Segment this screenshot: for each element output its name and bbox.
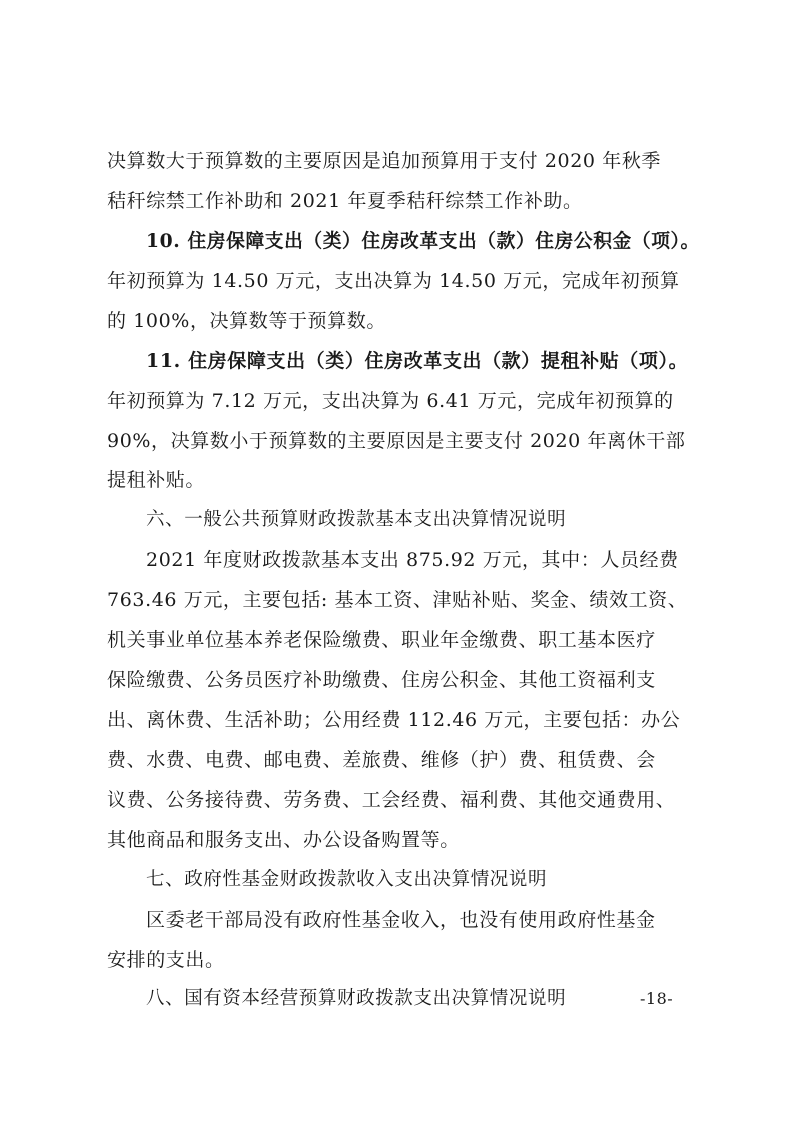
body-text-line: 的 100%，决算数等于预算数。 xyxy=(107,310,386,332)
section-heading-7: 七、政府性基金财政拨款收入支出决算情况说明 xyxy=(146,869,548,890)
body-text-line: 秸秆综禁工作补助和 2021 年夏季秸秆综禁工作补助。 xyxy=(107,190,583,212)
body-text-line: 2021 年度财政拨款基本支出 875.92 万元，其中：人员经费 xyxy=(146,549,679,571)
body-text-line: 年初预算为 14.50 万元，支出决算为 14.50 万元，完成年初预算 xyxy=(107,270,680,292)
body-text-line: 费、水费、电费、邮电费、差旅费、维修（护）费、租赁费、会 xyxy=(107,749,656,771)
body-text-line: 出、离休费、生活补助；公用经费 112.46 万元，主要包括：办公 xyxy=(107,709,681,731)
body-text-line: 区委老干部局没有政府性基金收入，也没有使用政府性基金 xyxy=(146,909,656,931)
item-heading-rent-subsidy: 11. 住房保障支出（类）住房改革支出（款）提租补贴（项）。 xyxy=(146,350,689,372)
body-text-line: 年初预算为 7.12 万元，支出决算为 6.41 万元，完成年初预算的 xyxy=(107,390,674,412)
section-heading-6: 六、一般公共预算财政拨款基本支出决算情况说明 xyxy=(146,509,567,530)
body-text-line: 议费、公务接待费、劳务费、工会经费、福利费、其他交通费用、 xyxy=(107,789,676,811)
body-text-line: 763.46 万元，主要包括: 基本工资、津贴补贴、奖金、绩效工资、 xyxy=(107,589,688,611)
item-heading-housing-fund: 10. 住房保障支出（类）住房改革支出（款）住房公积金（项）。 xyxy=(146,230,700,252)
body-text-line: 机关事业单位基本养老保险缴费、职业年金缴费、职工基本医疗 xyxy=(107,629,656,651)
body-text-line: 提租补贴。 xyxy=(107,469,206,491)
body-text-line: 其他商品和服务支出、办公设备购置等。 xyxy=(107,829,460,851)
page-number: -18- xyxy=(640,989,674,1008)
body-text-line: 安排的支出。 xyxy=(107,949,225,971)
section-heading-8: 八、国有资本经营预算财政拨款支出决算情况说明 xyxy=(146,988,567,1009)
body-text-line: 决算数大于预算数的主要原因是追加预算用于支付 2020 年秋季 xyxy=(107,150,662,172)
body-text-line: 90%，决算数小于预算数的主要原因是主要支付 2020 年离休干部 xyxy=(107,430,686,452)
body-text-line: 保险缴费、公务员医疗补助缴费、住房公积金、其他工资福利支 xyxy=(107,669,656,691)
